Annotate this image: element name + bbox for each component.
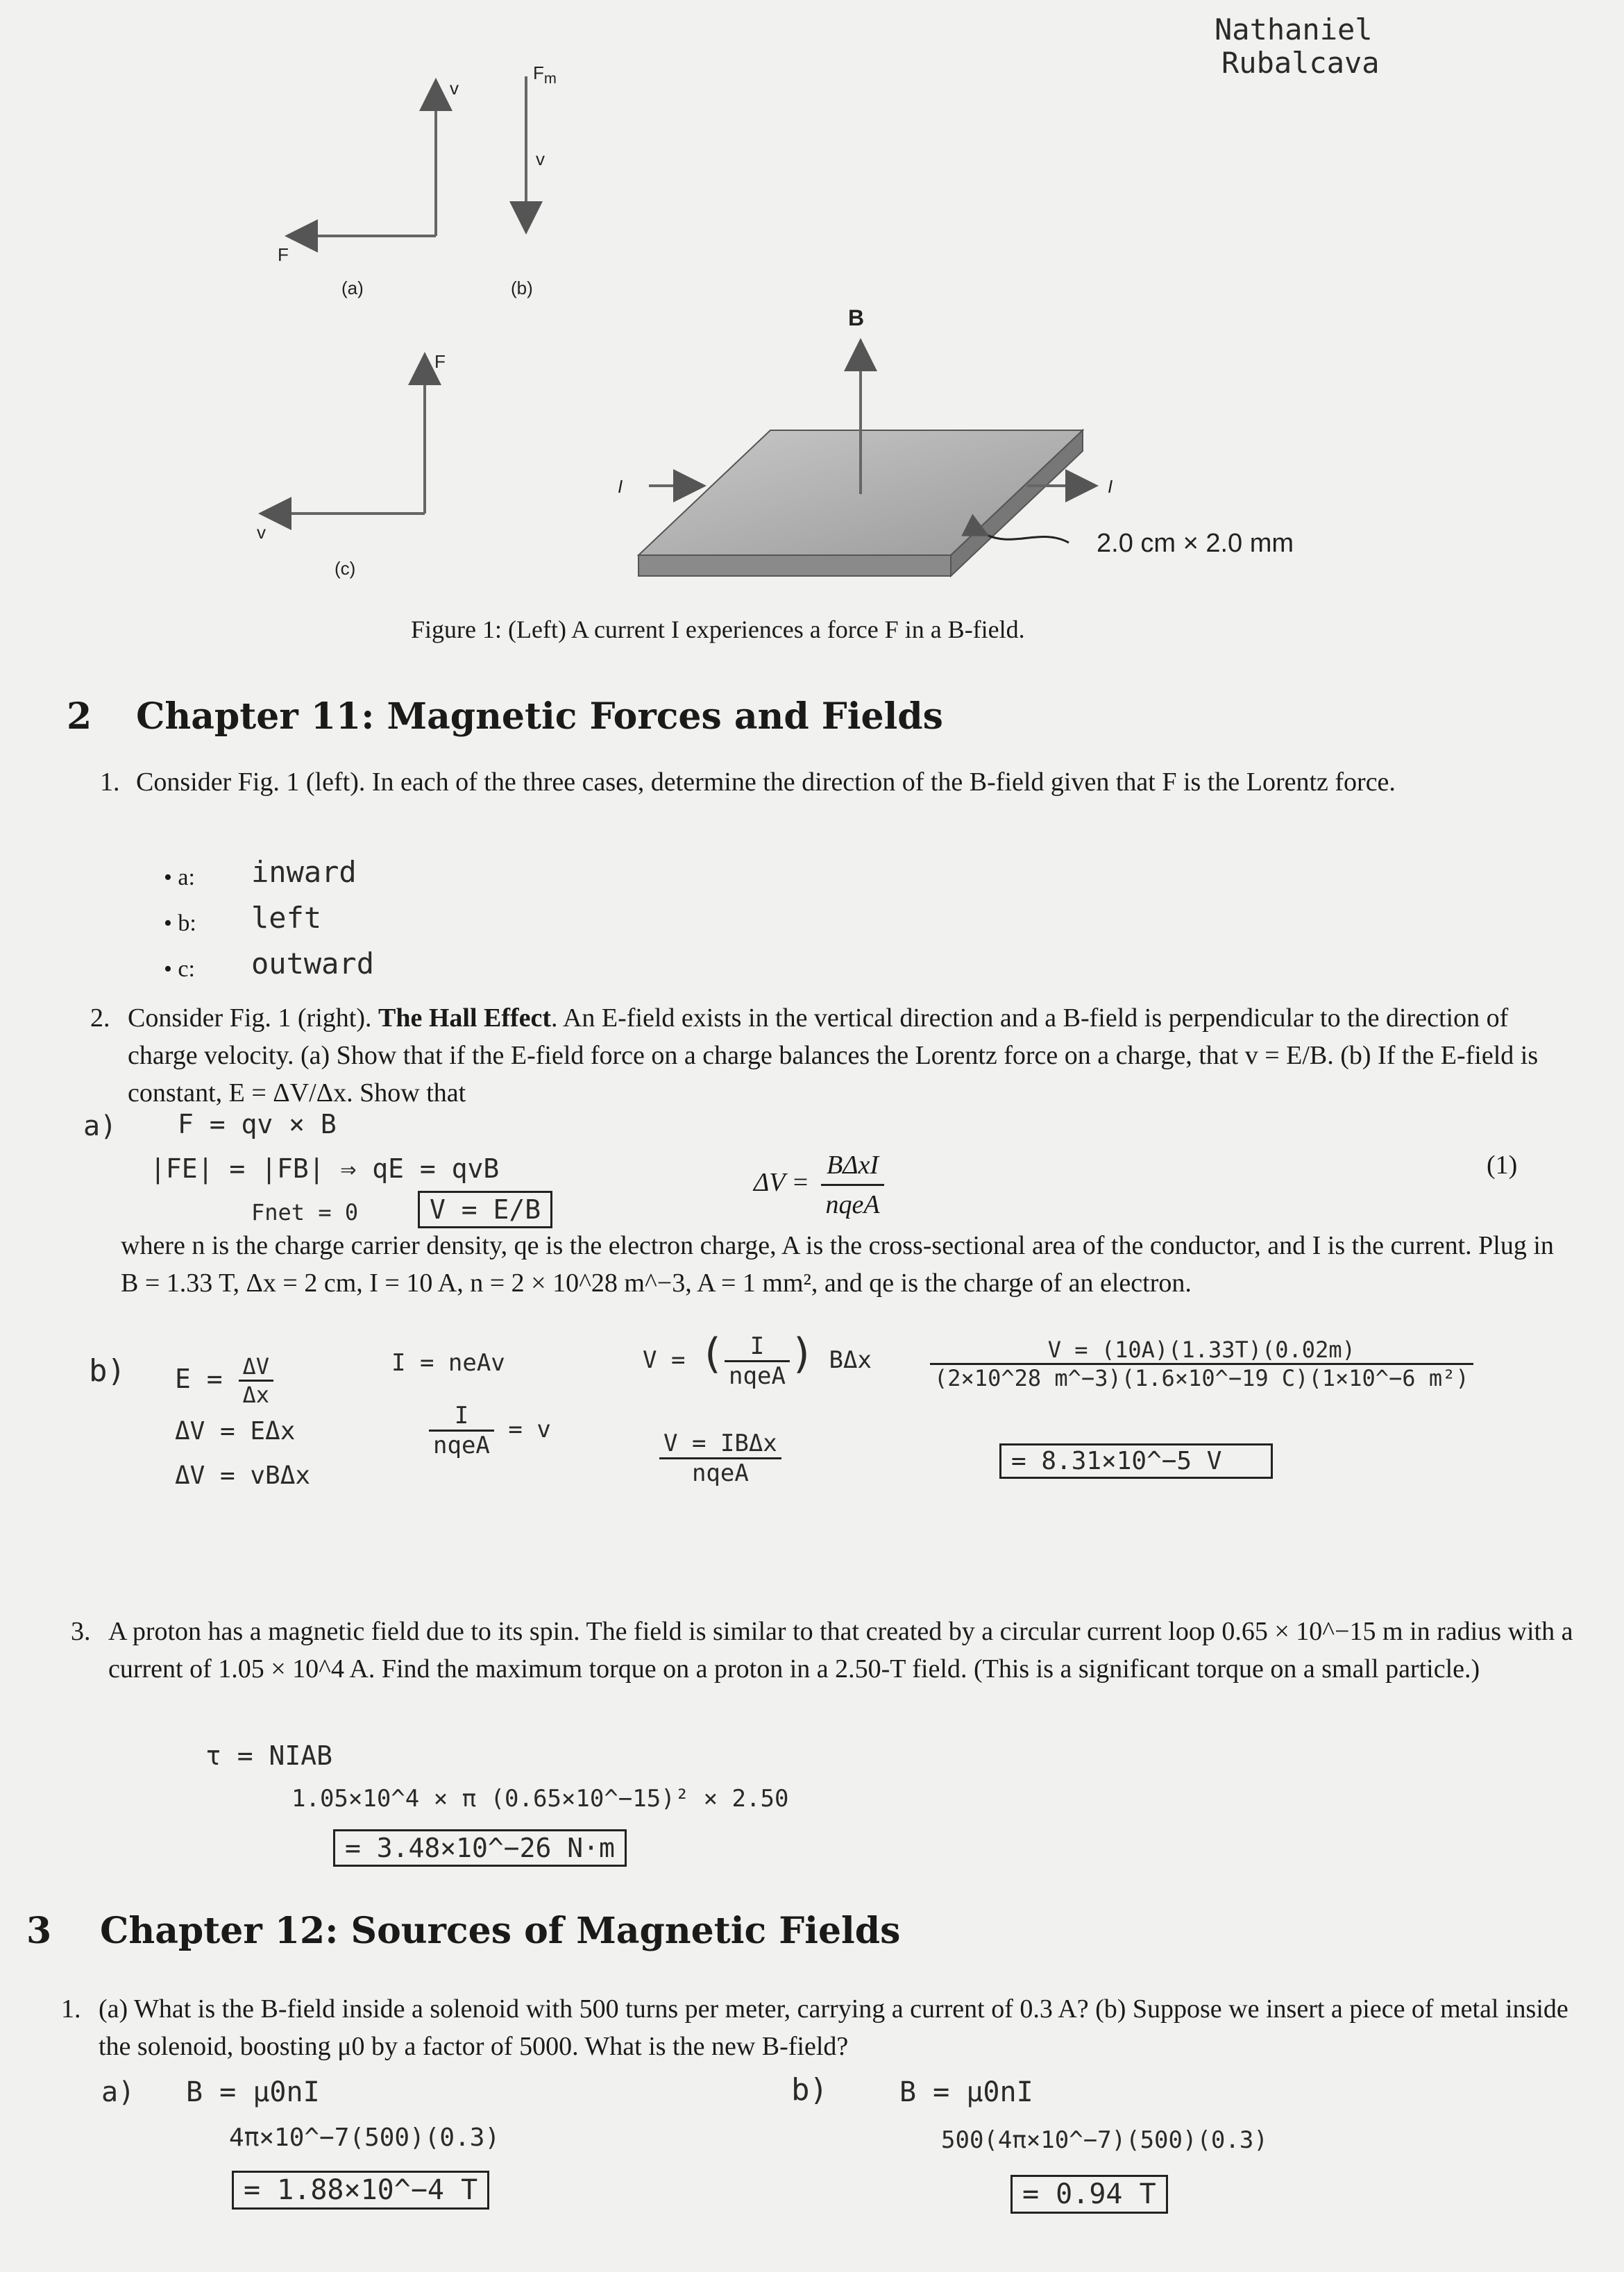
figure-caption: Figure 1: (Left) A current I experiences a force F in a B-field. xyxy=(411,616,1025,643)
hall-equation-numerator: BΔxI xyxy=(821,1146,883,1186)
figure-label-v-c: v xyxy=(257,522,266,543)
figure-label-Fm-b: $F_m$ xyxy=(533,62,557,87)
s3-q1-hw-b-line2: 500(4π×10^−7)(500)(0.3) xyxy=(941,2126,1268,2154)
s2-q2-hw-b-V1: V = ( $\frac{I}{\text{nqeA}}$ ) BΔx xyxy=(643,1330,872,1390)
s2-q2-hw-b-line2: ΔV = EΔx xyxy=(175,1417,296,1446)
s2-q2-hw-b-E: E = $\frac{\Delta V}{\Delta x}$ xyxy=(175,1353,273,1408)
s2-q2-hw-b-calc: $\frac{V = (10A)(1.33T)(0.02m)}{\text{(2×10\textasciicircum{}28 m\textasciicircum{}−3)(1.6×10\textasciicircum{}−19 C)(1×10\textasciicircum{}−6 m²)}}$ xyxy=(930,1337,1473,1391)
s2-q1-answer-b: left xyxy=(251,901,322,935)
s2-q2-hw-b-line3: ΔV = vBΔx xyxy=(175,1461,311,1490)
s3-q1-hw-a-result: = 1.88×10^−4 T xyxy=(232,2171,489,2210)
s3-q1-hw-b-line1: B = μ0nI xyxy=(899,2076,1033,2108)
figure-1 xyxy=(0,0,1624,611)
figure-case-a xyxy=(290,83,436,236)
hall-plate-diagram xyxy=(638,344,1093,576)
s2-q2-hw-b-current: I = neAv xyxy=(391,1349,505,1377)
s3-q1-hw-a-label: a) xyxy=(101,2076,135,2108)
s2-q2-hw-b-label: b) xyxy=(89,1353,126,1389)
figure-label-I-in: I xyxy=(618,476,623,497)
hall-equation-denominator: nqeA xyxy=(825,1190,880,1219)
s2-q2-hw-a-line2: |FE| = |FB| ⇒ qE = qvB xyxy=(150,1153,500,1184)
s2-q2-hw-b-result: = 8.31×10^−5 V xyxy=(999,1443,1273,1479)
s3-q1-hw-a-line2: 4π×10^−7(500)(0.3) xyxy=(229,2123,500,2152)
hall-equation: ΔV = $\frac{\text{BΔxI}}{\text{nqeA}}$ xyxy=(754,1146,884,1223)
s3-q1-hw-b-result: = 0.94 T xyxy=(1010,2175,1168,2214)
s2-q1-text: Consider Fig. 1 (left). In each of the three cases, determine the direction of the B-field given that F is the Lorentz force. xyxy=(136,768,1396,797)
s2-q1-item-a: • a: xyxy=(164,865,195,890)
figure-label-B: B xyxy=(848,305,865,330)
s2-q1-item-b: • b: xyxy=(164,910,196,936)
s2-q2-number: 2. xyxy=(90,1003,110,1033)
figure-label-F-c: F xyxy=(434,351,446,372)
student-name-line2: Rubalcava xyxy=(1221,46,1380,80)
figure-caption-a: (a) xyxy=(341,278,364,298)
plate-front xyxy=(638,555,951,576)
s2-q3-hw-line2: 1.05×10^4 × π (0.65×10^−15)² × 2.50 xyxy=(291,1785,789,1813)
s2-q1-answer-c: outward xyxy=(251,947,375,981)
s2-q3-text: A proton has a magnetic field due to its spin. The field is similar to that created by a circular current loop 0.65 × 10^−15 m in radius with a current of 1.05 × 10^4 A. Find the maximum torque on a proton in a 2.50-T field. (This is a significant torque on a small particle.) xyxy=(108,1617,1573,1684)
s2-q2-hw-a-label: a) xyxy=(83,1110,117,1142)
figure-caption-c: (c) xyxy=(335,558,356,579)
s2-q3-hw-line1: τ = NIAB xyxy=(205,1740,333,1771)
hall-equation-tag: (1) xyxy=(1487,1151,1518,1180)
figure-label-I-out: I xyxy=(1108,476,1113,497)
s2-q1-number: 1. xyxy=(100,768,120,797)
student-name-line1: Nathaniel xyxy=(1215,12,1373,46)
s2-q1-answer-a: inward xyxy=(251,855,357,889)
s2-q2-text: Consider Fig. 1 (right). The Hall Effect. An E-field exists in the vertical direction and a B-field is perpendicular to the direction of charge velocity. (a) Show that if the E-field force on a charge balances the Lorentz force on a charge, that v = E/B. (b) If the E-field is constant, E = ΔV/Δx. Show that xyxy=(128,1003,1539,1108)
figure-case-c xyxy=(264,357,425,514)
s3-q1-text: (a) What is the B-field inside a solenoid with 500 turns per meter, carrying a current of 0.3 A? (b) Suppose we insert a piece of metal inside the solenoid, boosting μ0 by a factor of 5000. What is the new B-field? xyxy=(99,1994,1568,2061)
figure-caption-b: (b) xyxy=(511,278,533,298)
s2-q2-hw-b-V2: $\frac{\text{V = IBΔx}}{\text{nqeA}}$ xyxy=(659,1430,781,1487)
s3-q1-hw-a-line1: B = μ0nI xyxy=(186,2076,320,2108)
section-2-title: Chapter 11: Magnetic Forces and Fields xyxy=(136,695,943,738)
plate-dimension-label: 2.0 cm × 2.0 mm xyxy=(1097,529,1294,558)
s3-q1-hw-b-label: b) xyxy=(791,2072,828,2108)
s2-q2-hw-b-v-expr: $\frac{I}{\text{nqeA}}$ = v xyxy=(429,1402,551,1459)
s2-q2-hw-a-result: V = E/B xyxy=(418,1191,552,1228)
section-3-title: Chapter 12: Sources of Magnetic Fields xyxy=(100,1910,901,1952)
dimension-pointer xyxy=(986,534,1069,543)
s2-q2-hw-a-line1: F = qv × B xyxy=(178,1109,337,1139)
section-3-number: 3 xyxy=(26,1910,52,1952)
figure-label-v-a: v xyxy=(450,78,459,99)
figure-label-F-a: F xyxy=(278,244,289,265)
figure-label-v-b: v xyxy=(536,149,545,169)
s2-q2-hw-a-line3: Fnet = 0 xyxy=(251,1199,359,1226)
section-2-number: 2 xyxy=(67,695,92,738)
s3-q1-number: 1. xyxy=(61,1994,81,2024)
s2-q3-hw-result: = 3.48×10^−26 N·m xyxy=(333,1829,627,1867)
s2-q2-where-text: where n is the charge carrier density, qe is the electron charge, A is the cross-sectional area of the conductor, and I is the current. Plug in B = 1.33 T, Δx = 2 cm, I = 10 A, n = 2 × 10^28 m^−3, A = 1 mm², and qe is the charge of an electron. xyxy=(121,1231,1554,1298)
s2-q1-item-c: • c: xyxy=(164,956,195,982)
s2-q3-number: 3. xyxy=(71,1617,91,1646)
